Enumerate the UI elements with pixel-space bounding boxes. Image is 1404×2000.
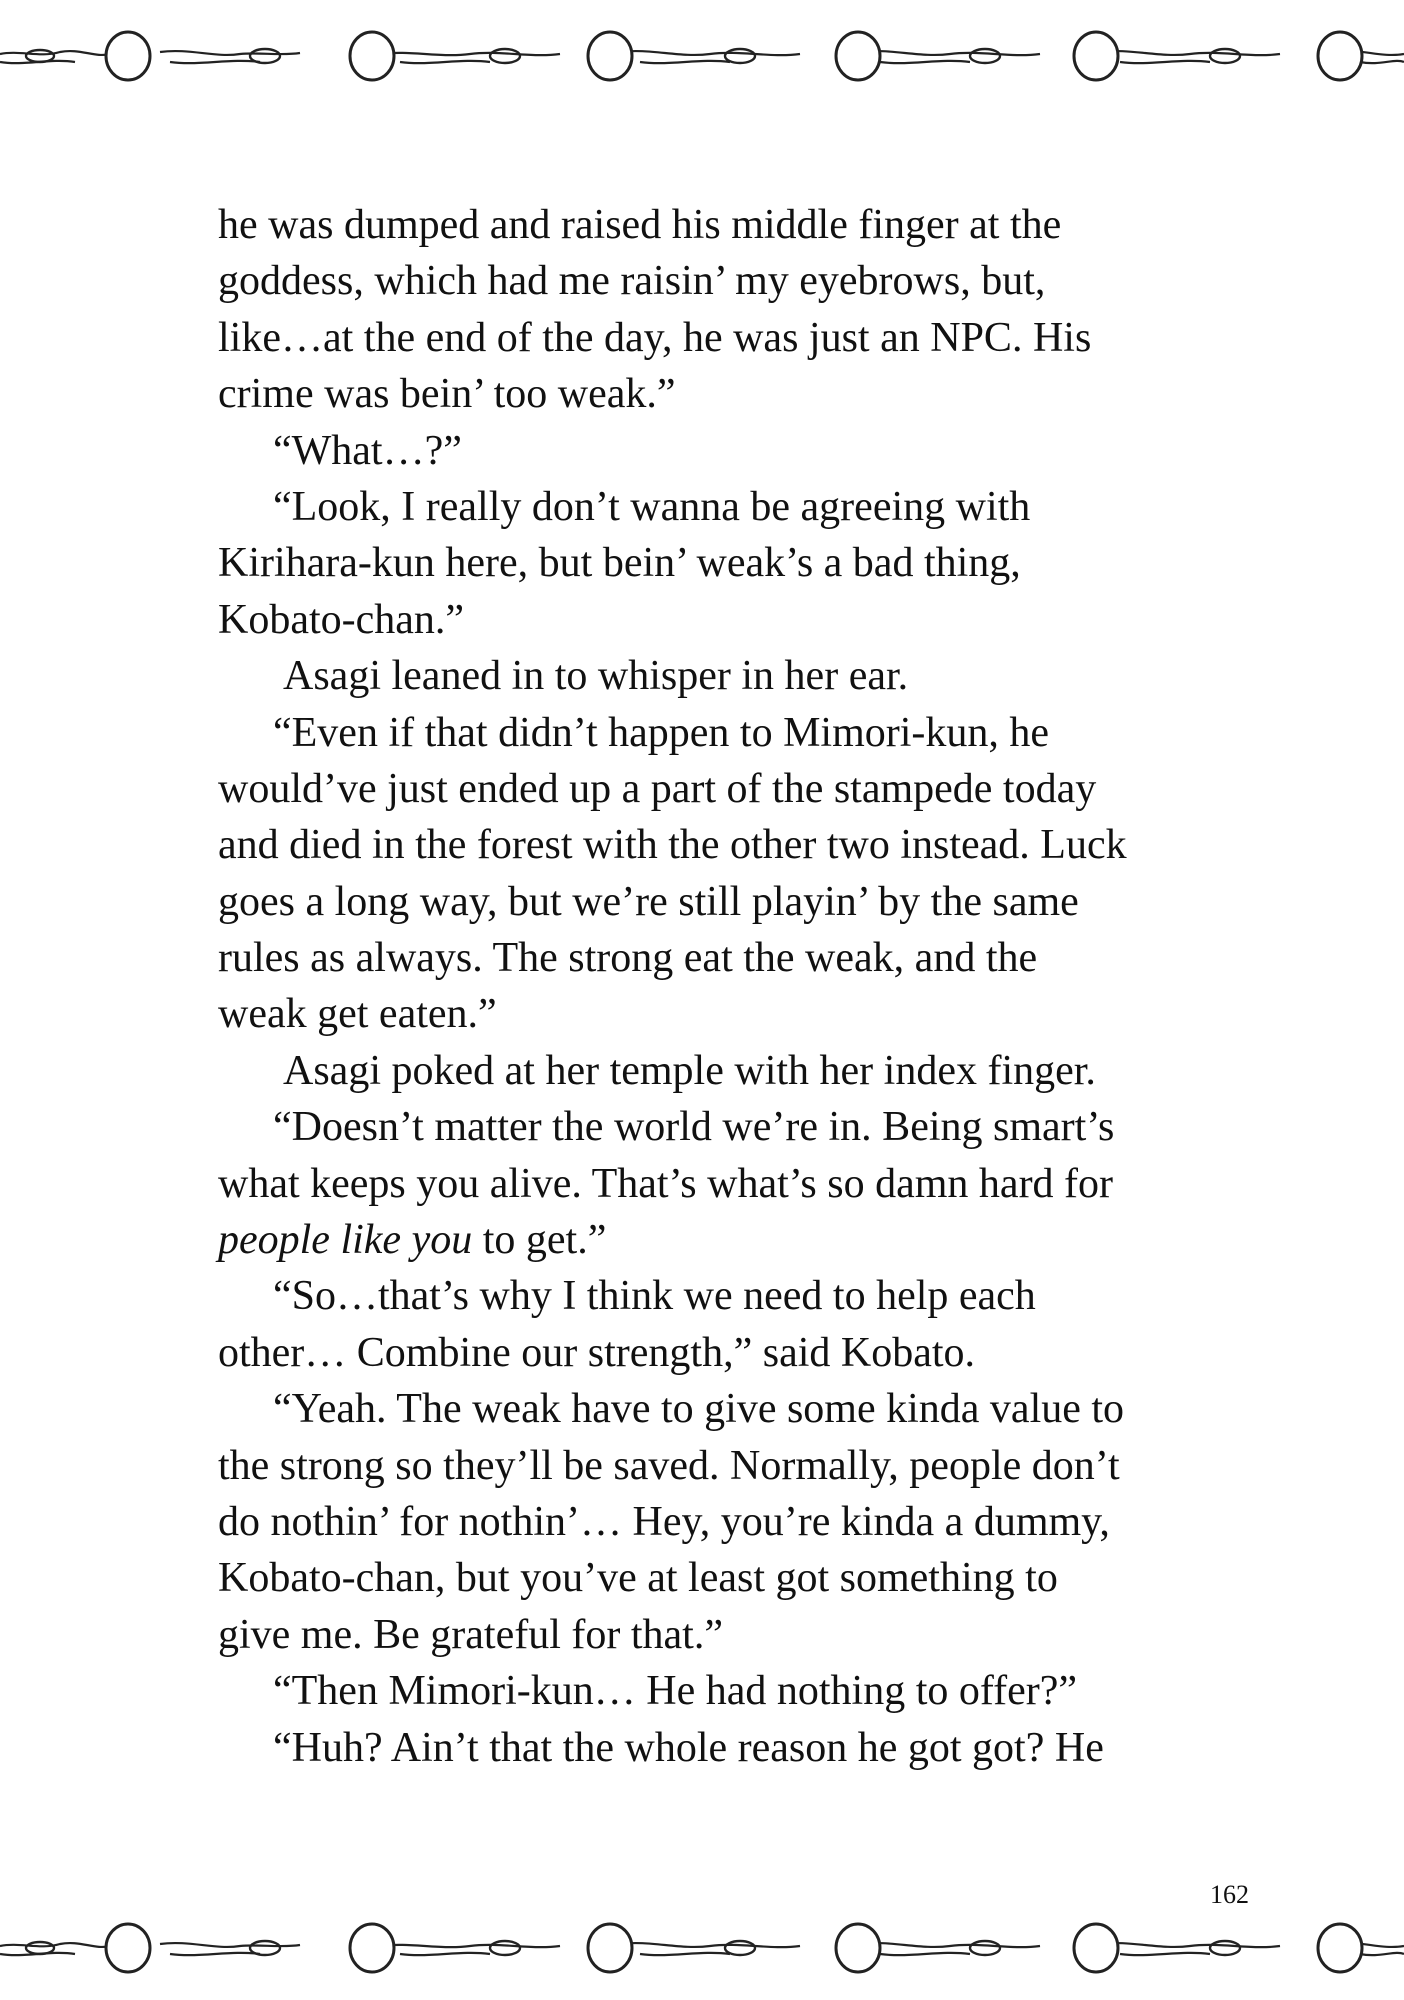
text-line: “Yeah. The weak have to give some kinda value to (273, 1386, 1125, 1433)
text-line: Kobato-chan, but you’ve at least got something to (218, 1555, 1058, 1602)
text-line: “So…that’s why I think we need to help each (273, 1273, 1036, 1320)
body-text (218, 197, 1258, 1776)
text-line: “Doesn’t matter the world we’re in. Being smart’s (273, 1104, 1115, 1151)
text-line: Asagi poked at her temple with her index finger. (283, 1047, 1096, 1094)
text-line: “Look, I really don’t wanna be agreeing with (273, 483, 1031, 530)
text-line: “Then Mimori-kun… He had nothing to offer?” (273, 1668, 1078, 1715)
text-line (218, 1212, 1258, 1268)
text-line: goddess, which had me raisin’ my eyebrows, but, (218, 258, 1046, 305)
text-line: Kobato-chan.” (218, 596, 465, 643)
text-line: what keeps you alive. That’s what’s so damn hard for (218, 1160, 1114, 1207)
italic-phrase: people like you (218, 1217, 473, 1264)
text-line: goes a long way, but we’re still playin’ by the same (218, 878, 1079, 925)
text-line: give me. Be grateful for that.” (218, 1611, 723, 1658)
text-line: “What…?” (273, 427, 462, 474)
text-line: Asagi leaned in to whisper in her ear. (283, 653, 909, 700)
text-line: “Huh? Ain’t that the whole reason he got got? He (273, 1724, 1104, 1771)
page-number: 162 (1210, 1880, 1249, 1909)
text-line: “Even if that didn’t happen to Mimori-kun, he (273, 709, 1050, 756)
text-line: crime was bein’ too weak.” (218, 371, 676, 418)
text-line: Kirihara-kun here, but bein’ weak’s a bad thing, (218, 540, 1021, 587)
text-line: and died in the forest with the other two instead. Luck (218, 822, 1127, 869)
text-line: like…at the end of the day, he was just an NPC. His (218, 314, 1092, 361)
text-line: rules as always. The strong eat the weak, and the (218, 935, 1038, 982)
bottom-chain-border (0, 1904, 1404, 1984)
text-line: the strong so they’ll be saved. Normally, people don’t (218, 1442, 1120, 1489)
text-fragment: to get.” (472, 1217, 607, 1264)
text-line: weak get eaten.” (218, 991, 497, 1038)
text-line: would’ve just ended up a part of the stampede today (218, 765, 1097, 812)
top-chain-border (0, 12, 1404, 92)
text-line: other… Combine our strength,” said Kobato. (218, 1329, 976, 1376)
text-line: he was dumped and raised his middle finger at the (218, 202, 1062, 248)
text-line: do nothin’ for nothin’… Hey, you’re kinda a dummy, (218, 1498, 1110, 1545)
